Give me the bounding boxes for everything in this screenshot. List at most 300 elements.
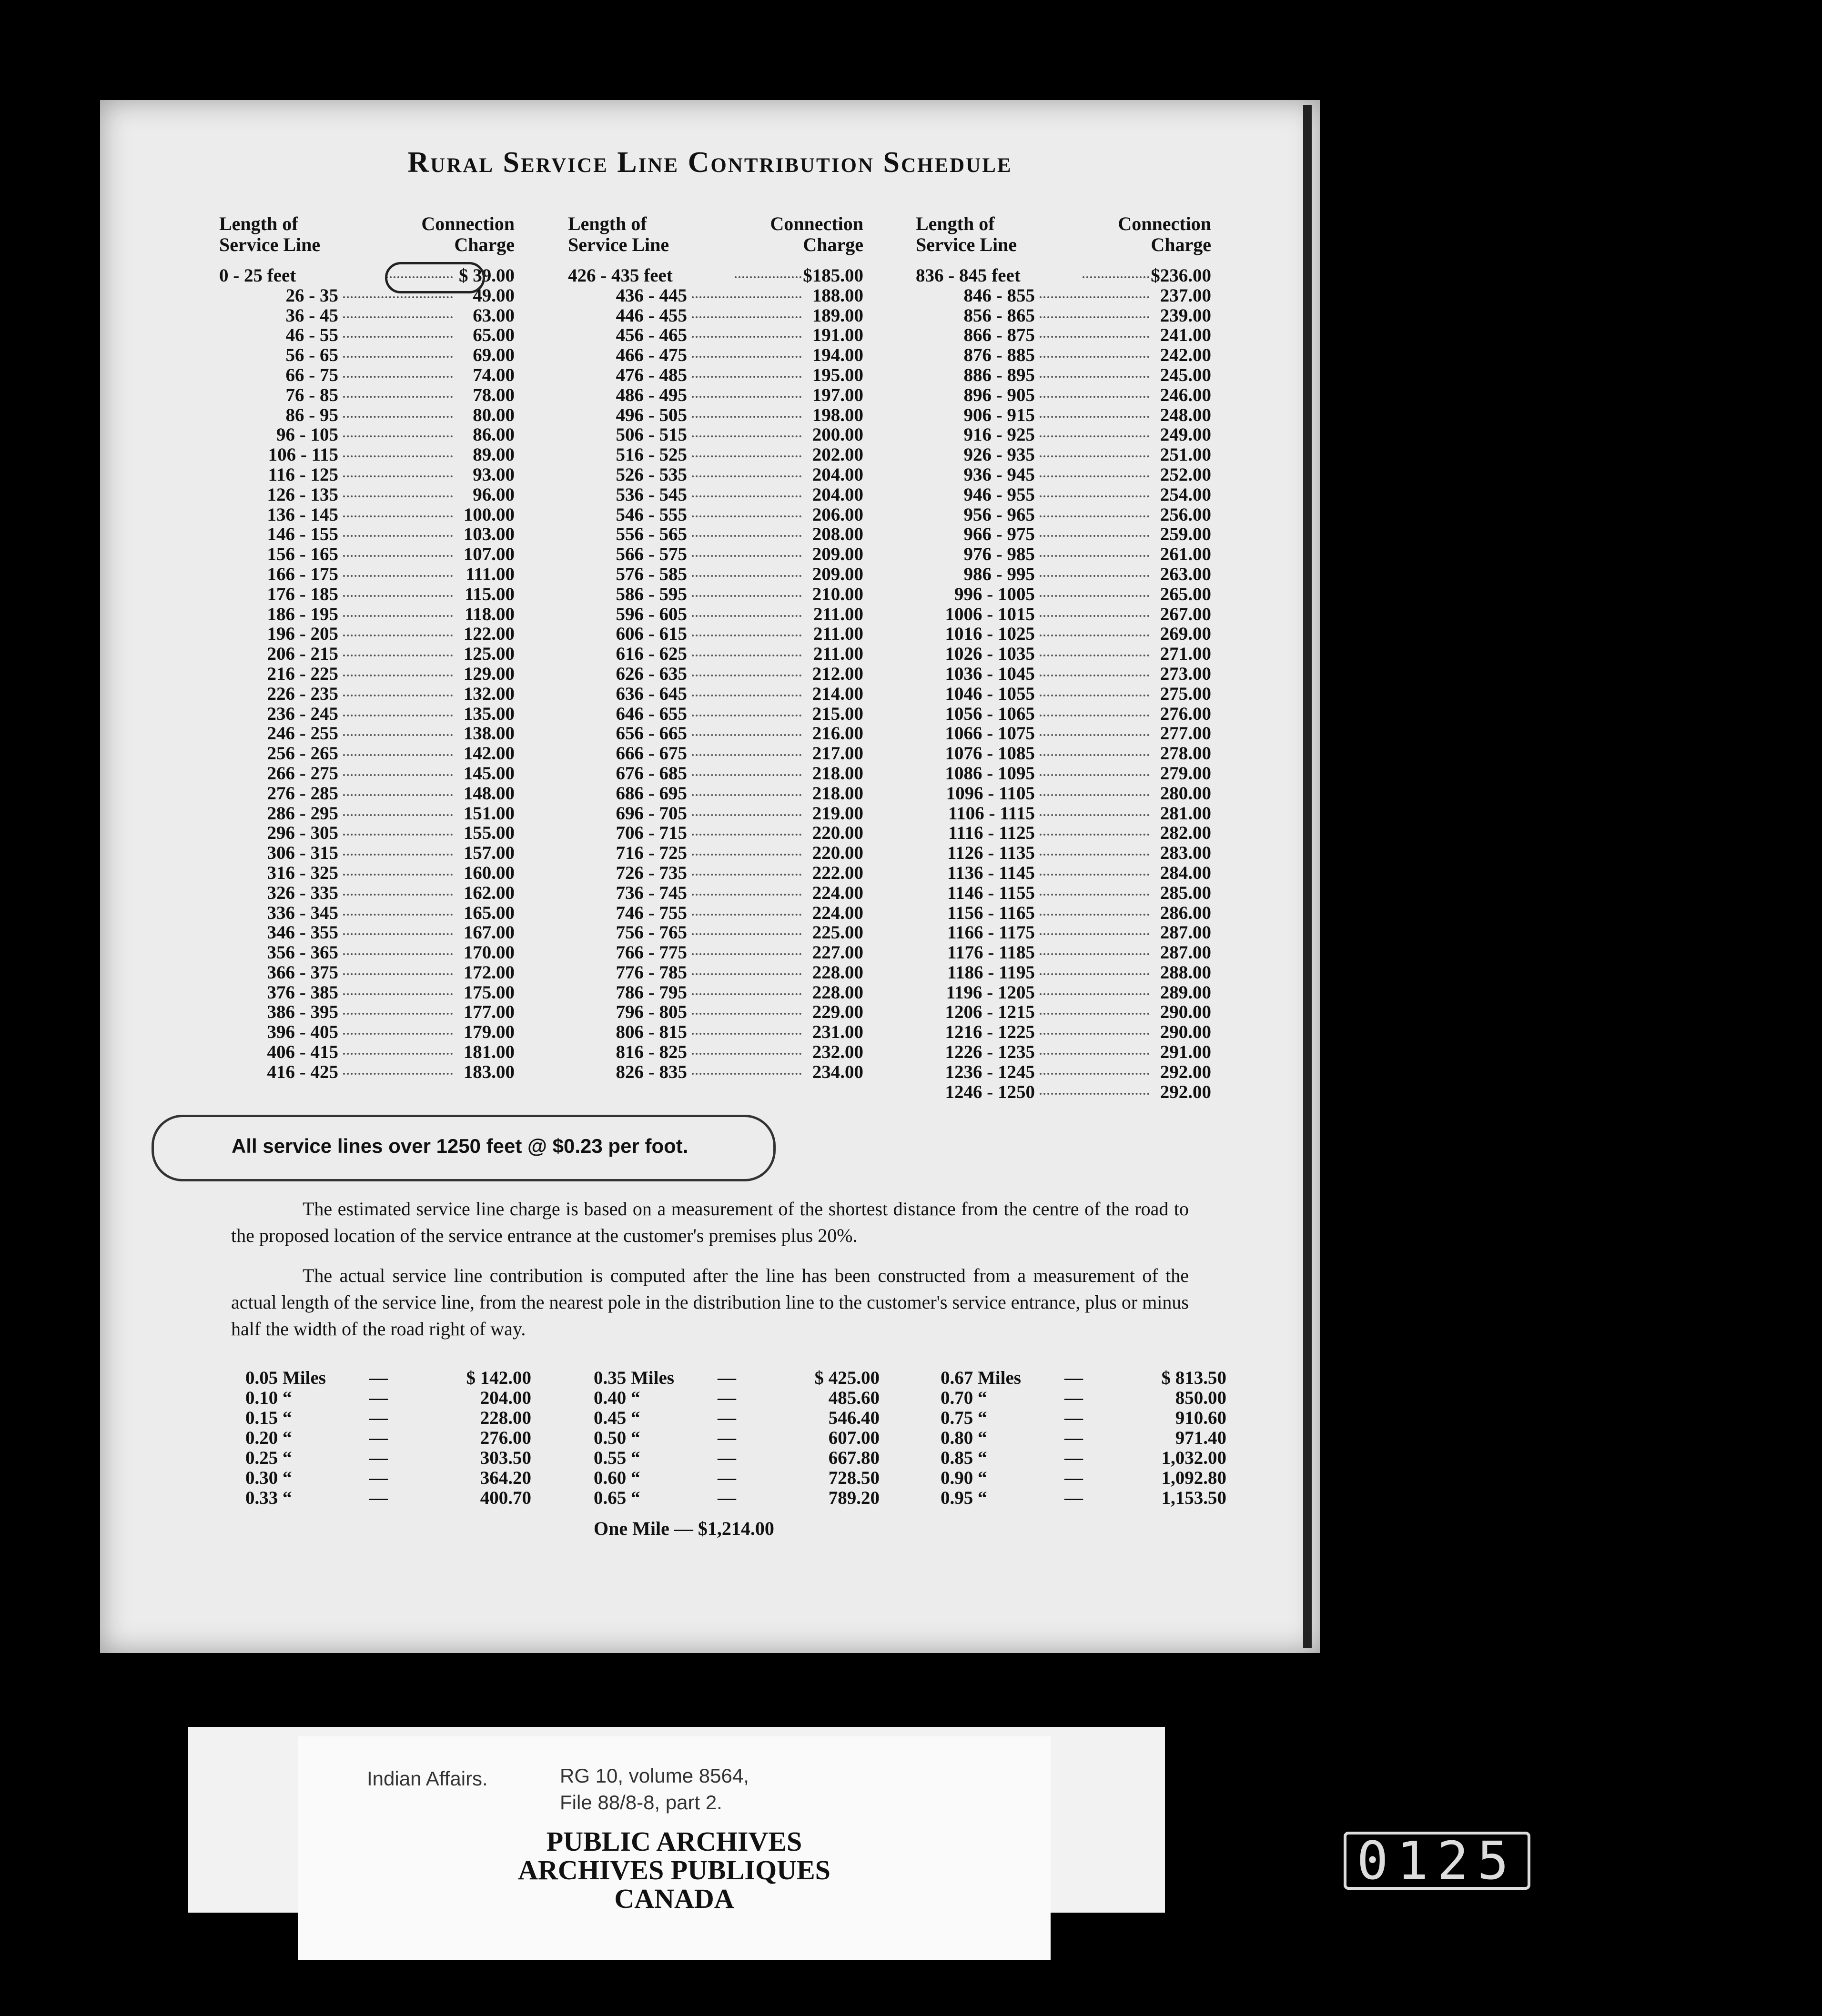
- connection-charge: 135.00: [463, 703, 515, 724]
- connection-charge: 292.00: [1160, 1081, 1211, 1102]
- service-line-length: 606 - 615: [616, 624, 687, 645]
- label-institution-fr: ARCHIVES PUBLIQUES: [518, 1855, 830, 1885]
- connection-charge: 283.00: [1160, 843, 1211, 864]
- rate-amount: 789.20: [828, 1488, 880, 1508]
- service-line-length: 326 - 335: [267, 882, 338, 903]
- dash-separator: —: [718, 1468, 736, 1488]
- dot-leader: [1040, 933, 1149, 935]
- connection-charge: 89.00: [473, 444, 515, 465]
- service-line-length: 96 - 105: [276, 424, 338, 445]
- dot-leader: [343, 316, 453, 318]
- connection-charge: 215.00: [812, 703, 863, 724]
- table-row: [568, 286, 882, 306]
- connection-charge: 222.00: [812, 862, 863, 883]
- table-row: [916, 1042, 1230, 1062]
- dot-leader: [343, 1013, 453, 1015]
- service-line-length: 1006 - 1015: [945, 604, 1035, 625]
- connection-charge: 107.00: [463, 544, 515, 565]
- service-line-length: 526 - 535: [616, 464, 687, 485]
- distance-miles: 0.40 “: [594, 1388, 640, 1408]
- dot-leader: [343, 914, 453, 916]
- table-row: [219, 684, 534, 704]
- connection-charge: 261.00: [1160, 544, 1211, 565]
- label-institution: [298, 1827, 1051, 1913]
- connection-charge: 211.00: [813, 604, 863, 625]
- dot-leader: [692, 356, 801, 358]
- dot-leader: [1040, 1053, 1149, 1055]
- table-row: [219, 1022, 534, 1042]
- service-line-length: 446 - 455: [616, 305, 687, 326]
- connection-charge: 214.00: [812, 683, 863, 704]
- dot-leader: [692, 595, 801, 597]
- service-line-length: 106 - 115: [268, 444, 338, 465]
- connection-charge: 129.00: [463, 663, 515, 684]
- connection-charge: 111.00: [466, 564, 515, 585]
- service-line-length: 1216 - 1225: [945, 1022, 1035, 1043]
- connection-charge: 284.00: [1160, 862, 1211, 883]
- dot-leader: [692, 973, 801, 975]
- dash-separator: —: [1064, 1368, 1083, 1388]
- connection-charge: 175.00: [463, 982, 515, 1003]
- dot-leader: [692, 695, 801, 696]
- service-line-length: 86 - 95: [285, 404, 338, 425]
- service-line-length: 406 - 415: [267, 1042, 338, 1063]
- connection-charge: 177.00: [463, 1002, 515, 1023]
- frame-number: 0125: [1344, 1832, 1530, 1890]
- dot-leader: [1040, 973, 1149, 975]
- service-line-length: 486 - 495: [616, 384, 687, 405]
- dot-leader: [1040, 675, 1149, 676]
- table-row: [219, 465, 534, 485]
- service-line-length: 26 - 35: [285, 285, 338, 306]
- dot-leader: [343, 376, 453, 378]
- dot-leader: [343, 854, 453, 856]
- connection-charge: 198.00: [812, 404, 863, 425]
- service-line-length: 1236 - 1245: [945, 1061, 1035, 1082]
- rate-amount: 303.50: [480, 1448, 531, 1468]
- connection-charge: 103.00: [463, 524, 515, 545]
- dash-separator: —: [369, 1468, 388, 1488]
- table-row: [568, 943, 882, 963]
- distance-miles: 0.50 “: [594, 1428, 640, 1448]
- dot-leader: [692, 1073, 801, 1075]
- connection-charge: 125.00: [463, 644, 515, 665]
- service-line-length: 1246 - 1250: [945, 1081, 1035, 1102]
- dot-leader: [692, 715, 801, 716]
- table-row: [219, 385, 534, 405]
- distance-miles: 0.55 “: [594, 1448, 640, 1468]
- connection-charge: 217.00: [812, 743, 863, 764]
- dot-leader: [692, 296, 801, 298]
- service-line-length: 256 - 265: [267, 743, 338, 764]
- dot-leader: [1040, 953, 1149, 955]
- connection-charge: 115.00: [464, 584, 515, 605]
- table-row: [568, 306, 882, 326]
- paragraph-estimated-charge: The estimated service line charge is based on a measurement of the shortest distance from the centre of the road to the proposed location of the service entrance at the customer's premises plus 20%.: [231, 1198, 1189, 1246]
- table-row: [916, 1082, 1230, 1102]
- dot-leader: [343, 894, 453, 896]
- table-row: [568, 605, 882, 625]
- table-row: [916, 664, 1230, 684]
- connection-charge: 277.00: [1160, 723, 1211, 744]
- label-country: CANADA: [614, 1883, 734, 1914]
- dot-leader: [692, 495, 801, 497]
- table-row: [219, 863, 534, 883]
- dot-leader: [343, 455, 453, 457]
- dot-leader: [692, 1033, 801, 1035]
- table-row: [568, 744, 882, 764]
- dot-leader: [343, 814, 453, 816]
- dot-leader: [1040, 794, 1149, 796]
- header-length-line2: Service Line: [916, 234, 1017, 255]
- service-line-length: 146 - 155: [267, 524, 338, 545]
- connection-charge: 210.00: [812, 584, 863, 605]
- service-line-length: 786 - 795: [616, 982, 687, 1003]
- connection-charge: 220.00: [812, 843, 863, 864]
- rate-amount: 276.00: [480, 1428, 531, 1448]
- dot-leader: [343, 296, 453, 298]
- dot-leader: [692, 316, 801, 318]
- service-line-length: 66 - 75: [285, 364, 338, 385]
- service-line-length: 1166 - 1175: [947, 922, 1035, 943]
- connection-charge: 189.00: [812, 305, 863, 326]
- connection-charge: 290.00: [1160, 1022, 1211, 1043]
- distance-miles: 0.80 “: [941, 1428, 987, 1448]
- dot-leader: [692, 675, 801, 676]
- table-row: [568, 325, 882, 345]
- connection-charge: 291.00: [1160, 1042, 1211, 1063]
- mile-rate-row: [941, 1368, 1226, 1388]
- table-row: [916, 624, 1230, 644]
- dot-leader: [1040, 874, 1149, 876]
- service-line-length: 826 - 835: [616, 1061, 687, 1082]
- rows: [916, 266, 1230, 1102]
- table-row: [219, 764, 534, 784]
- dot-leader: [692, 655, 801, 656]
- table-row: [219, 823, 534, 843]
- dot-leader: [343, 953, 453, 955]
- connection-charge: 49.00: [473, 285, 515, 306]
- connection-charge: 209.00: [812, 564, 863, 585]
- connection-charge: 276.00: [1160, 703, 1211, 724]
- rate-amount: $ 142.00: [466, 1368, 531, 1388]
- connection-charge: 208.00: [812, 524, 863, 545]
- table-row: [916, 385, 1230, 405]
- connection-charge: $ 39.00: [459, 265, 515, 286]
- connection-charge: 224.00: [812, 882, 863, 903]
- connection-charge: 167.00: [463, 922, 515, 943]
- table-row: [916, 524, 1230, 544]
- distance-miles: 0.05 Miles: [245, 1368, 326, 1388]
- table-row: [916, 425, 1230, 445]
- connection-charge: 281.00: [1160, 803, 1211, 824]
- connection-charge: 157.00: [463, 843, 515, 864]
- dot-leader: [1040, 854, 1149, 856]
- connection-charge: 165.00: [463, 902, 515, 923]
- table-row: [219, 784, 534, 804]
- distance-miles: 0.10 “: [245, 1388, 292, 1408]
- table-row: [916, 544, 1230, 564]
- dot-leader: [692, 734, 801, 736]
- service-line-length: 436 - 445: [616, 285, 687, 306]
- service-line-length: 1126 - 1135: [947, 843, 1035, 864]
- table-row: [916, 1062, 1230, 1082]
- service-line-length: 46 - 55: [285, 325, 338, 346]
- table-row: [219, 983, 534, 1003]
- table-row: [568, 664, 882, 684]
- table-row: [568, 445, 882, 465]
- rate-amount: 204.00: [480, 1388, 531, 1408]
- dash-separator: —: [1064, 1448, 1083, 1468]
- service-line-length: 216 - 225: [267, 663, 338, 684]
- dash-separator: —: [369, 1388, 388, 1408]
- rate-amount: 607.00: [828, 1428, 880, 1448]
- connection-charge: 275.00: [1160, 683, 1211, 704]
- service-line-length: 866 - 875: [963, 325, 1035, 346]
- mile-rate-row: [941, 1388, 1226, 1408]
- table-row: [219, 624, 534, 644]
- table-row: [916, 325, 1230, 345]
- connection-charge: 194.00: [812, 345, 863, 366]
- table-row: [916, 823, 1230, 843]
- service-line-length: 1066 - 1075: [945, 723, 1035, 744]
- dot-leader: [692, 1013, 801, 1015]
- one-mile-rate: One Mile — $1,214.00: [594, 1518, 774, 1539]
- table-row: [916, 345, 1230, 365]
- service-line-length: 306 - 315: [267, 843, 338, 864]
- table-row: [568, 863, 882, 883]
- rate-amount: 400.70: [480, 1488, 531, 1508]
- service-line-length: 136 - 145: [267, 504, 338, 525]
- connection-charge: 179.00: [463, 1022, 515, 1043]
- distance-miles: 0.33 “: [245, 1488, 292, 1508]
- dot-leader: [343, 933, 453, 935]
- header-charge-line2: Charge: [454, 234, 515, 255]
- connection-charge: 216.00: [812, 723, 863, 744]
- service-line-length: 716 - 725: [616, 843, 687, 864]
- dot-leader: [692, 774, 801, 776]
- dot-leader: [1040, 695, 1149, 696]
- dot-leader: [343, 515, 453, 517]
- connection-charge: 263.00: [1160, 564, 1211, 585]
- table-row: [219, 286, 534, 306]
- service-line-length: 1206 - 1215: [945, 1002, 1035, 1023]
- rate-amount: 1,092.80: [1161, 1468, 1226, 1488]
- service-line-length: 766 - 775: [616, 942, 687, 963]
- dot-leader: [692, 515, 801, 517]
- dot-leader: [692, 794, 801, 796]
- dot-leader: [692, 475, 801, 477]
- table-row: [916, 445, 1230, 465]
- header-charge-line1: Connection: [770, 213, 863, 234]
- table-row: [219, 704, 534, 724]
- dot-leader: [343, 834, 453, 836]
- connection-charge: 211.00: [813, 644, 863, 665]
- connection-charge: 231.00: [812, 1022, 863, 1043]
- table-row: [568, 963, 882, 983]
- table-row: [568, 266, 882, 286]
- service-line-length: 1146 - 1155: [947, 882, 1035, 903]
- table-row: [219, 903, 534, 923]
- dot-leader: [1040, 834, 1149, 836]
- connection-charge: 172.00: [463, 962, 515, 983]
- dot-leader: [1083, 276, 1149, 278]
- mile-rate-row: [941, 1468, 1226, 1488]
- dot-leader: [1040, 1073, 1149, 1075]
- connection-charge: 267.00: [1160, 604, 1211, 625]
- connection-charge: 93.00: [473, 464, 515, 485]
- table-row: [916, 1002, 1230, 1022]
- table-row: [568, 544, 882, 564]
- mile-rate-row: [245, 1388, 531, 1408]
- service-line-length: 346 - 355: [267, 922, 338, 943]
- connection-charge: 285.00: [1160, 882, 1211, 903]
- dot-leader: [735, 276, 801, 278]
- dot-leader: [343, 794, 453, 796]
- service-line-length: 906 - 915: [963, 404, 1035, 425]
- service-line-length: 666 - 675: [616, 743, 687, 764]
- connection-charge: 96.00: [473, 484, 515, 505]
- table-row: [219, 425, 534, 445]
- rate-amount: 850.00: [1175, 1388, 1226, 1408]
- distance-miles: 0.15 “: [245, 1408, 292, 1428]
- service-line-length: 576 - 585: [616, 564, 687, 585]
- dot-leader: [1040, 734, 1149, 736]
- dot-leader: [692, 575, 801, 577]
- service-line-length: 176 - 185: [267, 584, 338, 605]
- dot-leader: [343, 695, 453, 696]
- service-line-length: 266 - 275: [267, 763, 338, 784]
- mile-rate-row: [245, 1488, 531, 1508]
- rate-amount: 910.60: [1175, 1408, 1226, 1428]
- header-charge-line2: Charge: [803, 234, 863, 255]
- dot-leader: [343, 754, 453, 756]
- table-row: [219, 325, 534, 345]
- table-row: [219, 585, 534, 605]
- connection-charge: 248.00: [1160, 404, 1211, 425]
- connection-charge: 286.00: [1160, 902, 1211, 923]
- service-line-length: 226 - 235: [267, 683, 338, 704]
- service-line-length: 886 - 895: [963, 364, 1035, 385]
- service-line-length: 1056 - 1065: [945, 703, 1035, 724]
- dot-leader: [1040, 715, 1149, 716]
- connection-charge: 254.00: [1160, 484, 1211, 505]
- service-line-length: 696 - 705: [616, 803, 687, 824]
- header-length-line1: Length of: [916, 213, 995, 234]
- table-row: [568, 983, 882, 1003]
- column-header: [568, 213, 882, 261]
- connection-charge: 224.00: [812, 902, 863, 923]
- table-row: [568, 1002, 882, 1022]
- distance-miles: 0.85 “: [941, 1448, 987, 1468]
- rate-amount: 485.60: [828, 1388, 880, 1408]
- service-line-length: 236 - 245: [267, 703, 338, 724]
- table-row: [568, 405, 882, 425]
- distance-miles: 0.95 “: [941, 1488, 987, 1508]
- dot-leader: [1040, 754, 1149, 756]
- service-line-length: 806 - 815: [616, 1022, 687, 1043]
- connection-charge: 209.00: [812, 544, 863, 565]
- dot-leader: [343, 416, 453, 418]
- dot-leader: [343, 435, 453, 437]
- service-line-length: 626 - 635: [616, 663, 687, 684]
- connection-charge: 271.00: [1160, 644, 1211, 665]
- header-length-line2: Service Line: [568, 234, 669, 255]
- dot-leader: [692, 396, 801, 398]
- service-line-length: 996 - 1005: [954, 584, 1035, 605]
- table-row: [219, 664, 534, 684]
- dot-leader: [1040, 515, 1149, 517]
- dot-leader: [1040, 1093, 1149, 1095]
- connection-charge: 155.00: [463, 823, 515, 844]
- table-row: [916, 485, 1230, 505]
- dot-leader: [1040, 416, 1149, 418]
- service-line-length: 586 - 595: [616, 584, 687, 605]
- connection-charge: 269.00: [1160, 624, 1211, 645]
- dot-leader: [343, 575, 453, 577]
- connection-charge: 80.00: [473, 404, 515, 425]
- service-line-length: 156 - 165: [267, 544, 338, 565]
- dot-leader: [1040, 376, 1149, 378]
- service-line-length: 296 - 305: [267, 823, 338, 844]
- service-line-length: 1106 - 1115: [948, 803, 1035, 824]
- connection-charge: 292.00: [1160, 1061, 1211, 1082]
- table-row: [219, 405, 534, 425]
- table-row: [916, 724, 1230, 744]
- table-row: [219, 804, 534, 824]
- connection-charge: 183.00: [463, 1061, 515, 1082]
- column-header: [219, 213, 534, 261]
- dot-leader: [1040, 595, 1149, 597]
- dot-leader: [343, 675, 453, 676]
- table-row: [219, 963, 534, 983]
- service-line-length: 796 - 805: [616, 1002, 687, 1023]
- distance-miles: 0.65 “: [594, 1488, 640, 1508]
- dash-separator: —: [369, 1428, 388, 1448]
- table-row: [568, 903, 882, 923]
- service-line-length: 1096 - 1105: [946, 783, 1035, 804]
- dot-leader: [692, 814, 801, 816]
- dot-leader: [692, 874, 801, 876]
- paragraph-actual-contribution: The actual service line contribution is computed after the line has been constructed from a measurement of the actual length of the service line, from the nearest pole in the distribution line to the customer's service entrance, plus or minus half the width of the road right of way.: [231, 1265, 1189, 1340]
- service-line-length: 366 - 375: [267, 962, 338, 983]
- connection-charge: 245.00: [1160, 364, 1211, 385]
- dot-leader: [1040, 535, 1149, 537]
- connection-charge: $185.00: [803, 265, 863, 286]
- connection-charge: 138.00: [463, 723, 515, 744]
- table-row: [916, 943, 1230, 963]
- dot-leader: [343, 336, 453, 338]
- dot-leader: [692, 953, 801, 955]
- dash-separator: —: [369, 1368, 388, 1388]
- mile-rate-row: [941, 1428, 1226, 1448]
- connection-charge: 100.00: [463, 504, 515, 525]
- distance-miles: 0.45 “: [594, 1408, 640, 1428]
- rate-amount: 971.40: [1175, 1428, 1226, 1448]
- dash-separator: —: [718, 1428, 736, 1448]
- service-line-length: 1086 - 1095: [945, 763, 1035, 784]
- schedule-title: Rural Service Line Contribution Schedule: [407, 146, 1012, 179]
- table-row: [219, 744, 534, 764]
- connection-charge: 225.00: [812, 922, 863, 943]
- table-row: [219, 564, 534, 585]
- service-line-length: 546 - 555: [616, 504, 687, 525]
- service-line-length: 726 - 735: [616, 862, 687, 883]
- rate-amount: 1,153.50: [1161, 1488, 1226, 1508]
- dot-leader: [343, 356, 453, 358]
- table-row: [916, 564, 1230, 585]
- service-line-length: 166 - 175: [267, 564, 338, 585]
